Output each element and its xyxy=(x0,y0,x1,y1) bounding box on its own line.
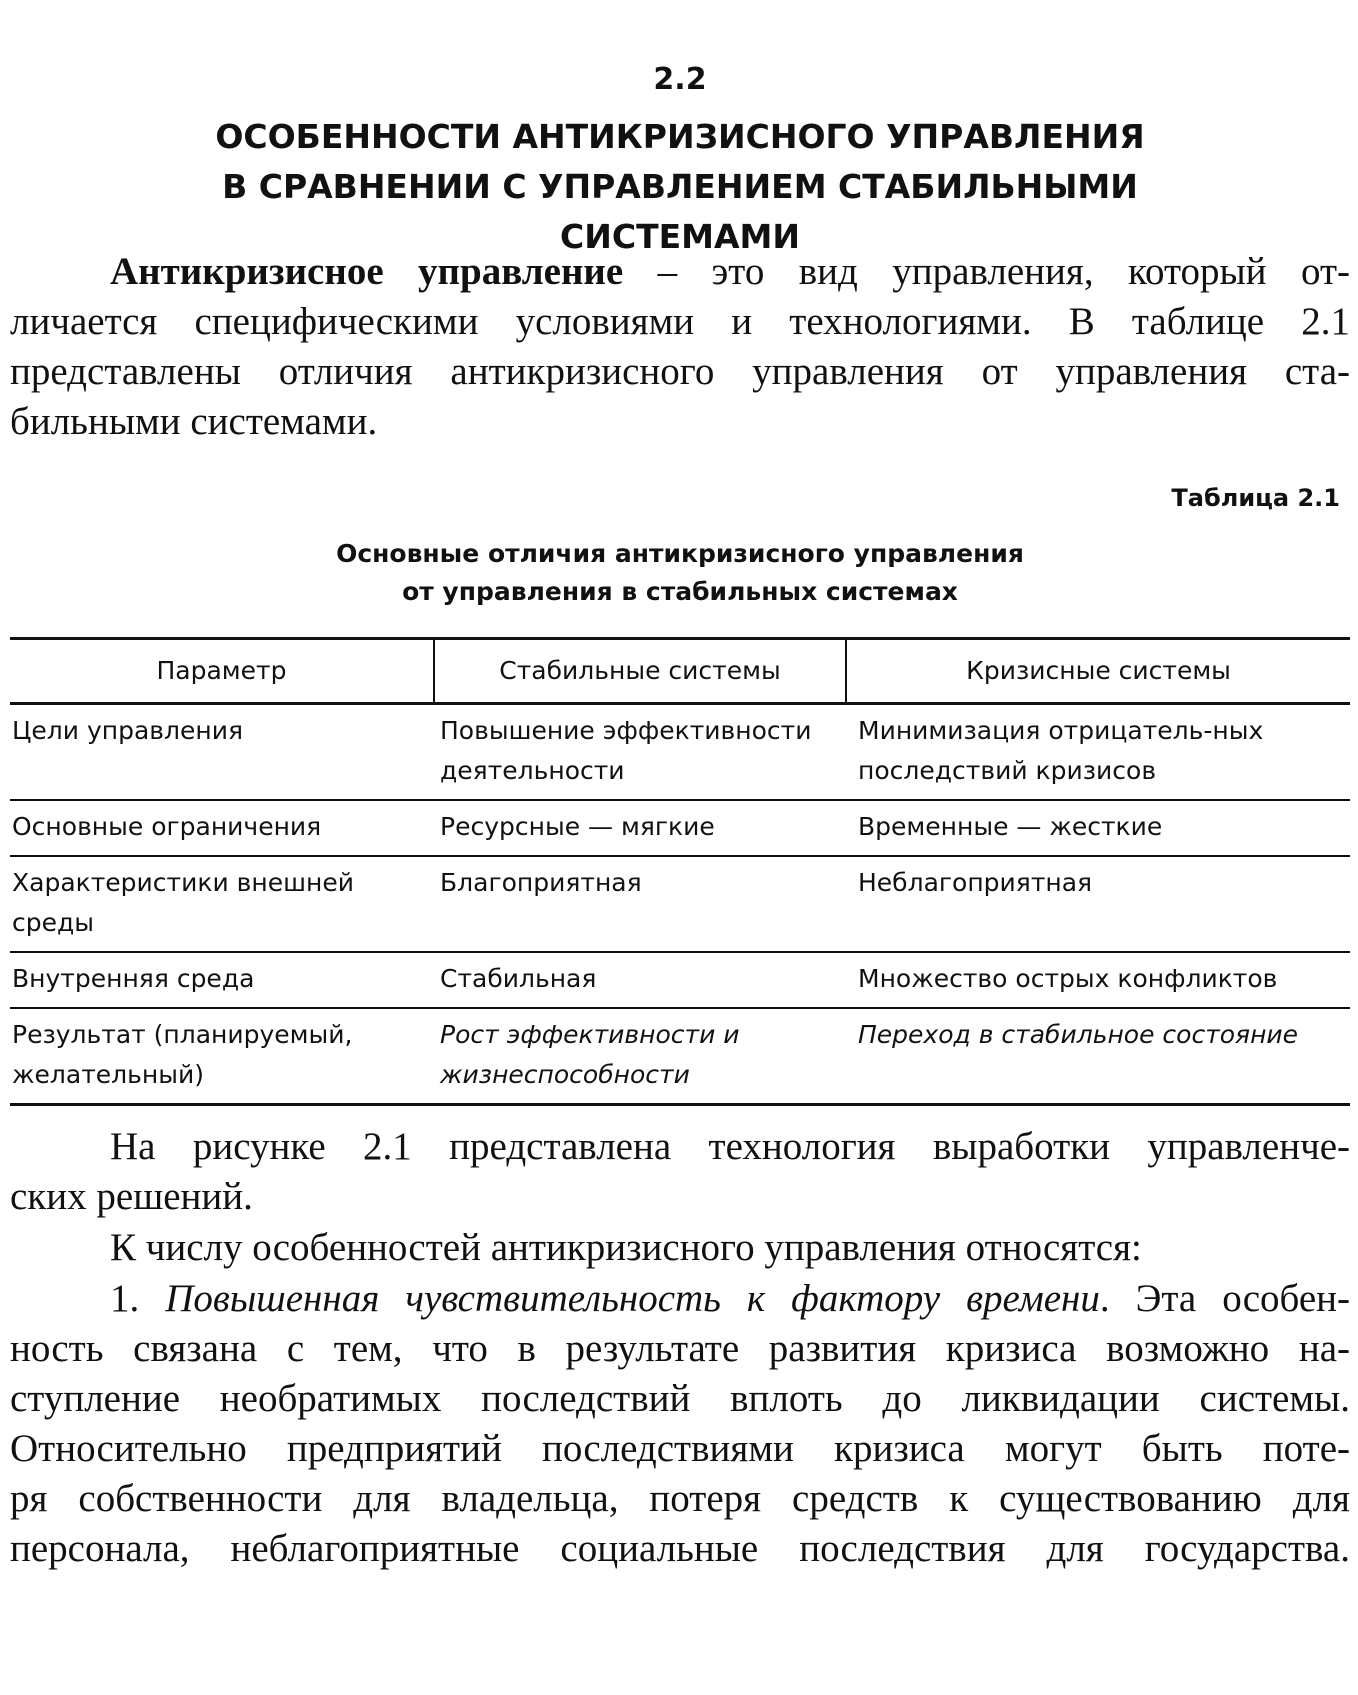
section-title xyxy=(10,112,1350,262)
table-row xyxy=(10,856,1350,952)
table-cell: Временные — жесткие xyxy=(846,800,1350,856)
table-cell: Стабильная xyxy=(434,952,846,1008)
intro-line: бильными системами. xyxy=(10,400,378,443)
intro-paragraph xyxy=(10,247,1350,447)
table-cell: Результат (планируемый, желательный) xyxy=(10,1008,434,1105)
item-number: 1. xyxy=(110,1277,166,1320)
figure-reference-paragraph xyxy=(10,1122,1350,1222)
table-cell: Повышение эффективности деятельности xyxy=(434,704,846,801)
table-row xyxy=(10,952,1350,1008)
intro-line1-text: – это вид управления, который от- xyxy=(623,250,1350,293)
table-label: Таблица 2.1 xyxy=(1171,484,1340,512)
body-line xyxy=(10,1274,1350,1324)
intro-term: Антикризисное управление xyxy=(110,250,624,293)
body-line: ность связана с тем, что в результате развития кризиса возможно на- xyxy=(10,1327,1350,1370)
table-row xyxy=(10,1008,1350,1105)
body-line: ступление необратимых последствий вплоть до ликвидации системы. xyxy=(10,1377,1350,1420)
table-cell: Характеристики внешней среды xyxy=(10,856,434,952)
table-cell: Цели управления xyxy=(10,704,434,801)
table-cell: Переход в стабильное состояние xyxy=(846,1008,1350,1105)
section-title-line: СИСТЕМАМИ xyxy=(560,217,800,256)
body-line: Относительно предприятий последствиями кризиса могут быть поте- xyxy=(10,1427,1350,1470)
comparison-table xyxy=(10,637,1350,1106)
intro-line xyxy=(10,247,1350,297)
table-cell: Внутренняя среда xyxy=(10,952,434,1008)
table-header-row xyxy=(10,639,1350,704)
table-row xyxy=(10,800,1350,856)
table-cell: Основные ограничения xyxy=(10,800,434,856)
feature-item-1 xyxy=(10,1274,1350,1574)
body-line: ских решений. xyxy=(10,1175,253,1218)
section-title-line: ОСОБЕННОСТИ АНТИКРИЗИСНОГО УПРАВЛЕНИЯ xyxy=(215,117,1145,156)
intro-line: личается специфическими условиями и технологиями. В таблице 2.1 xyxy=(10,300,1350,343)
table-cell: Ресурсные — мягкие xyxy=(434,800,846,856)
column-header-crisis: Кризисные системы xyxy=(846,639,1350,704)
table-row xyxy=(10,704,1350,801)
table-cell: Множество острых конфликтов xyxy=(846,952,1350,1008)
table-caption-line: от управления в стабильных системах xyxy=(402,577,958,606)
column-header-stable: Стабильные системы xyxy=(434,639,846,704)
body-line: На рисунке 2.1 представлена технология выработки управленче- xyxy=(110,1125,1350,1168)
body-line: К числу особенностей антикризисного управления относятся: xyxy=(110,1226,1142,1269)
intro-line: представлены отличия антикризисного управления от управления ста- xyxy=(10,350,1350,393)
table-caption-line: Основные отличия антикризисного управления xyxy=(336,539,1024,568)
table-cell: Неблагоприятная xyxy=(846,856,1350,952)
features-intro-paragraph xyxy=(10,1223,1350,1273)
item-title: Повышенная чувствительность к фактору времени xyxy=(165,1277,1100,1320)
item-text: . Эта особен- xyxy=(1099,1277,1351,1320)
table-cell: Благоприятная xyxy=(434,856,846,952)
table-caption xyxy=(10,535,1350,611)
table-cell: Минимизация отрицатель-ных последствий кризисов xyxy=(846,704,1350,801)
column-header-parameter: Параметр xyxy=(10,639,434,704)
section-number: 2.2 xyxy=(653,62,707,97)
section-title-line: В СРАВНЕНИИ С УПРАВЛЕНИЕМ СТАБИЛЬНЫМИ xyxy=(222,167,1138,206)
table-cell: Рост эффективности и жизнеспособности xyxy=(434,1008,846,1105)
body-line: ря собственности для владельца, потеря средств к существованию для xyxy=(10,1477,1350,1520)
body-line: персонала, неблагоприятные социальные последствия для государства. xyxy=(10,1527,1350,1570)
